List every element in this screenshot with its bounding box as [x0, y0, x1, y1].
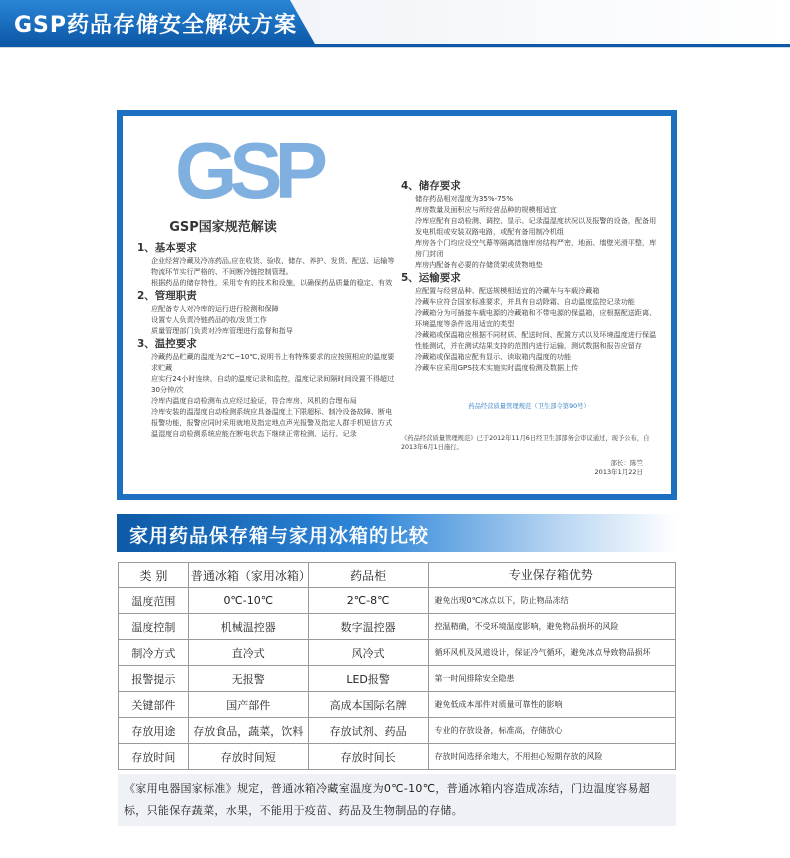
table-cell: 0℃-10℃ [188, 588, 308, 614]
table-cell: LED报警 [308, 666, 428, 692]
right-section-text: 储存药品相对湿度为35%-75% [415, 194, 513, 203]
table-row [119, 692, 676, 718]
page-title: GSP药品存储安全解决方案 [14, 13, 298, 38]
right-section-text: 库房内配备有必要的存储货架或货物地垫 [415, 260, 543, 269]
left-section-heading: 3、温控要求 [137, 338, 197, 350]
left-section-text: 根据药品的储存特性，采用专有的技术和设施，以确保药品质量的稳定、有效 [151, 278, 393, 287]
gsp-left-column [137, 240, 399, 439]
gsp-right-column [401, 178, 657, 373]
left-section-text: 应实行24小时连续、自动的温度记录和监控，温度记录间隔时间设置不得超过30分钟/次 [151, 374, 395, 394]
gsp-sign-title: 部长：陈竺 [610, 459, 643, 467]
left-section-text: 温湿度自动检测系统应能在断电状态下继续正常检测、运行、记录 [151, 429, 357, 438]
table-cell: 国产部件 [188, 692, 308, 718]
table-cell: 存放试剂、药品 [308, 718, 428, 744]
table-cell: 直冷式 [188, 640, 308, 666]
table-cell: 控温精确，不受环境温度影响，避免物品损坏的风险 [428, 614, 676, 640]
right-section-text: 冷藏箱或保温箱应根据不同材质、配送时间、配置方式以及环境温度进行保温性能测试，并在测试结果支持的范围内进行运输，测试数据和报告应留存 [415, 330, 657, 350]
gsp-logo-text: GSP [175, 126, 320, 215]
table-cell: 制冷方式 [119, 640, 189, 666]
right-section-text: 应配置与经营品种、配送规模相适宜的冷藏车与车载冷藏箱 [415, 286, 600, 295]
right-section-heading: 4、储存要求 [401, 180, 461, 192]
left-section-text: 设置专人负责冷链药品的收/发货工作 [151, 315, 267, 324]
table-cell: 温度范围 [119, 588, 189, 614]
table-cell: 风冷式 [308, 640, 428, 666]
header-divider-thin [0, 47, 790, 48]
table-cell: 避免出现0℃冰点以下，防止物品冻结 [428, 588, 676, 614]
table-cell: 存放食品，蔬菜，饮料 [188, 718, 308, 744]
right-section-text: 冷库应配有自动检测、调控、显示、记录温湿度状况以及报警的设备，配备用发电机组或安装双路电路，或配有备用制冷机组 [415, 216, 657, 236]
table-cell: 关键部件 [119, 692, 189, 718]
table-cell: 存放时间短 [188, 744, 308, 770]
right-section-text: 库房各个门均应设空气幕等隔离措施库房结构严密，地面、墙壁光滑平整，库房门封闭 [415, 238, 657, 258]
right-section-heading: 5、运输要求 [401, 272, 461, 284]
table-header-cell: 药品柜 [308, 563, 428, 588]
table-row [119, 640, 676, 666]
table-row [119, 666, 676, 692]
table-row [119, 614, 676, 640]
gsp-footnote: 《药品经营质量管理规范》已于2012年11月6日经卫生部部务会审议通过，现予公布，自2013年6月1日施行。 [401, 435, 650, 451]
standard-note: 《家用电器国家标准》规定，普通冰箱冷藏室温度为0℃-10℃，普通冰箱内容造成冻结，门边温度容易超标，只能保存蔬菜，水果，不能用于疫苗、药品及生物制品的存储。 [118, 774, 676, 826]
left-section-text: 企业经营冷藏及冷冻药品,应在收货、验收、储存、养护、发货、配送、运输等物流环节实行严格的、不间断冷链控制管理。 [151, 256, 395, 276]
table-cell: 存放时间长 [308, 744, 428, 770]
table-cell: 循环风机及风道设计，保证冷气循环，避免冰点导致物品损坏 [428, 640, 676, 666]
table-header-cell: 普通冰箱（家用冰箱） [188, 563, 308, 588]
right-section-text: 冷藏车应符合国家标准要求，并具有自动除霜、自动温度监控记录功能 [415, 297, 635, 306]
comparison-title: 家用药品保存箱与家用冰箱的比较 [129, 525, 430, 547]
page-header [0, 0, 790, 56]
table-cell: 2℃-8℃ [308, 588, 428, 614]
table-cell: 报警提示 [119, 666, 189, 692]
gsp-document [123, 116, 671, 494]
table-cell: 存放时间 [119, 744, 189, 770]
table-header-cell: 专业保存箱优势 [428, 563, 676, 588]
left-section-heading: 2、管理职责 [137, 290, 197, 302]
gsp-source: 药品经营质量管理规范（卫生部令第90号） [468, 403, 590, 410]
gsp-heading: GSP国家规范解读 [169, 220, 277, 235]
left-section-heading: 1、基本要求 [137, 242, 197, 254]
right-section-text: 冷藏箱分为可插接车载电源的冷藏箱和不带电源的保温箱，应根据配送距离、环境温度等条件选用适宜的类型 [415, 308, 657, 328]
table-header-row [119, 563, 676, 588]
table-cell: 温度控制 [119, 614, 189, 640]
table-cell: 无报警 [188, 666, 308, 692]
left-section-text: 冷藏药品贮藏的温度为2℃~10℃,说明书上有特殊要求的应按照相应的温度要求贮藏 [151, 352, 395, 372]
gsp-logo-icon [173, 126, 320, 215]
gsp-sign-date: 2013年1月22日 [594, 468, 643, 476]
table-cell: 第一时间排除安全隐患 [428, 666, 676, 692]
table-cell: 专业的存放设备，标准高，存储放心 [428, 718, 676, 744]
comparison-table [118, 562, 676, 770]
right-section-text: 库房数量及面积应与所经营品种的规模相适宜 [415, 205, 557, 214]
gsp-document-frame [117, 110, 677, 500]
left-section-text: 应配备专人对冷库的运行进行检测和保障 [151, 304, 279, 313]
table-cell: 避免低成本部件对质量可靠性的影响 [428, 692, 676, 718]
comparison-banner [117, 514, 677, 552]
right-section-text: 冷藏箱或保温箱应配有显示、读取箱内温度的功能 [415, 352, 572, 361]
table-cell: 存放时间选择余地大，不用担心短期存放的风险 [428, 744, 676, 770]
table-cell: 机械温控器 [188, 614, 308, 640]
table-header-cell: 类 别 [119, 563, 189, 588]
table-cell: 高成本国际名牌 [308, 692, 428, 718]
left-section-text: 冷库安装的温湿度自动检测系统应具备温度上下限超标、制冷设备故障、断电报警功能，报警应同时采用就地及指定地点声光报警及指定人群手机短信方式 [151, 407, 393, 427]
table-cell: 存放用途 [119, 718, 189, 744]
left-section-text: 质量管理部门负责对冷库管理进行监督和指导 [151, 326, 293, 335]
table-row [119, 744, 676, 770]
table-row [119, 588, 676, 614]
right-section-text: 冷藏车应采用GPS技术实施实时温度检测及数据上传 [415, 363, 579, 372]
table-row [119, 718, 676, 744]
table-cell: 数字温控器 [308, 614, 428, 640]
gsp-signature [595, 458, 643, 476]
left-section-text: 冷库内温度自动检测布点应经过验证，符合库房、风机的合理布局 [151, 396, 357, 405]
